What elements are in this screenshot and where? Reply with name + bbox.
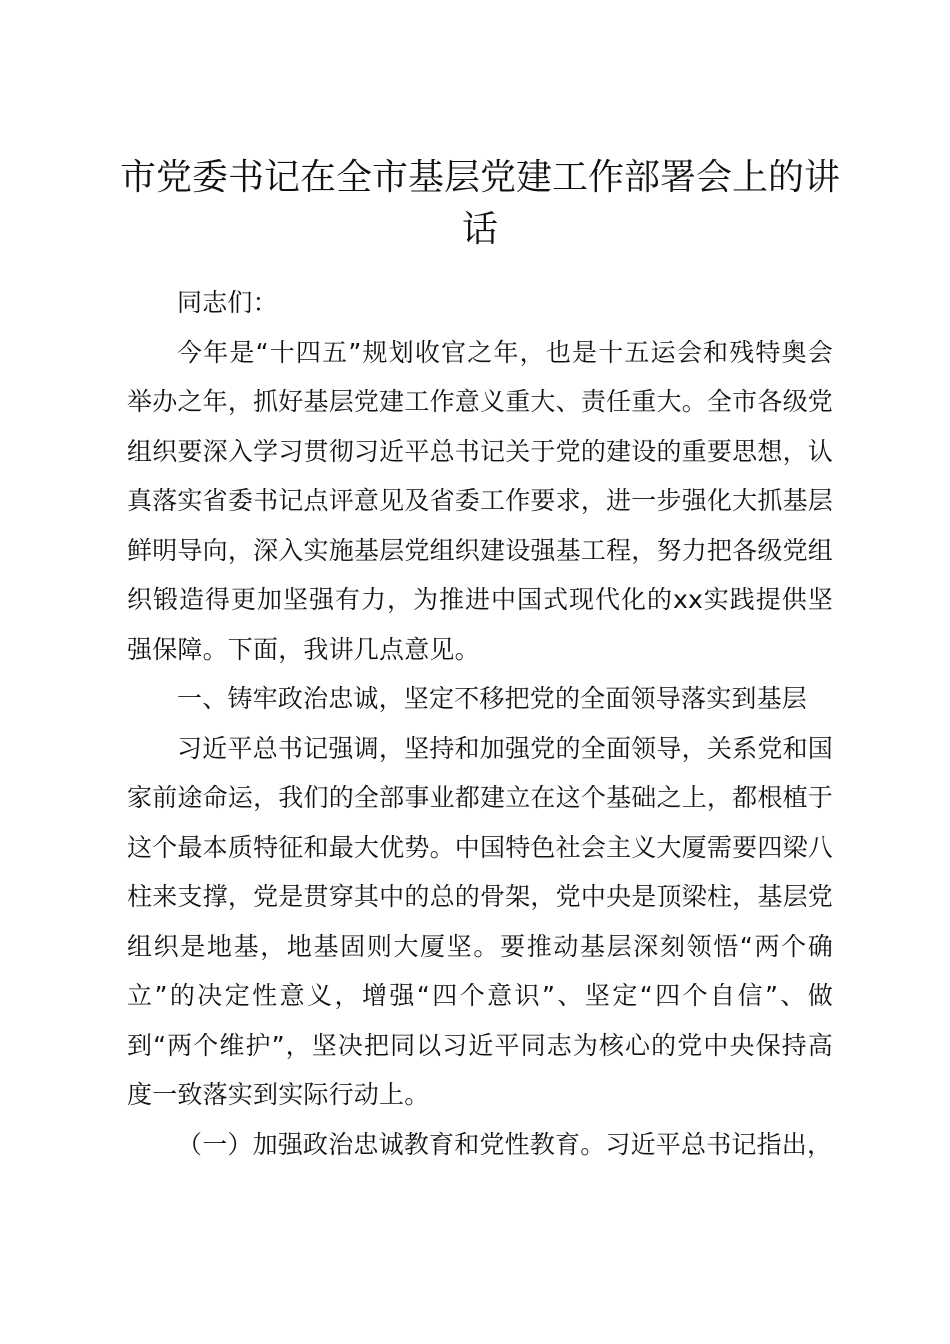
paragraph-intro: 今年是“十四五”规划收官之年，也是十五运会和残特奥会举办之年，抓好基层党建工作意义重大、责任重大。全市各级党组织要深入学习贯彻习近平总书记关于党的建设的重要思想，认真落实省委书记点评意见及省委工作要求，进一步强化大抓基层鲜明导向，深入实施基层党组织建设强基工程，努力把各级党组织锻造得更加坚强有力，为推进中国式现代化的xx实践提供坚强保障。下面，我讲几点意见。 <box>127 337 833 664</box>
section-heading-1: 一、铸牢政治忠诚，坚定不移把党的全面领导落实到基层 <box>177 684 808 713</box>
subsection-heading-1: （一）加强政治忠诚教育和党性教育。习近平总书记指出， <box>177 1129 833 1159</box>
salutation: 同志们： <box>177 288 278 317</box>
document-title: 市党委书记在全市基层党建工作部署会上的讲话 <box>120 157 841 250</box>
paragraph-section-1: 习近平总书记强调，坚持和加强党的全面领导，关系党和国家前途命运，我们的全部事业都建立在这个基础之上，都根植于这个最本质特征和最大优势。中国特色社会主义大厦需要四梁八柱来支撑，党是贯穿其中的总的骨架，党中央是顶梁柱，基层党组织是地基，地基固则大厦坚。要推动基层深刻领悟“两个确立”的决定性意义，增强“四个意识”、坚定“四个自信”、做到“两个维护”，坚决把同以习近平同志为核心的党中央保持高度一致落实到实际行动上。 <box>127 733 833 1109</box>
document-body <box>127 278 833 1169</box>
